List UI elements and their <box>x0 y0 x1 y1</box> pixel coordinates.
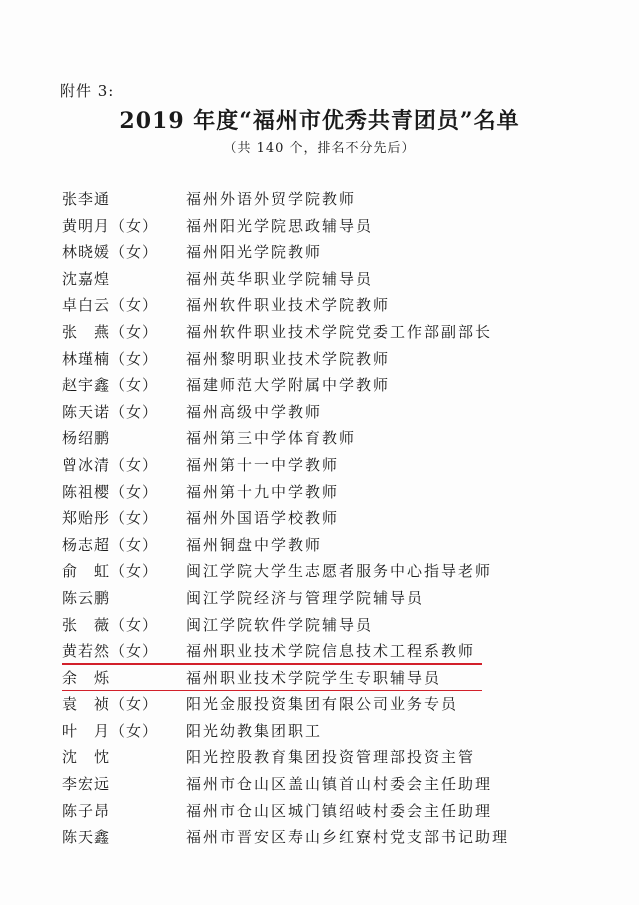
person-description: 福州市仓山区城门镇绍岐村委会主任助理 <box>186 801 493 820</box>
list-item <box>62 532 622 559</box>
person-name: 陈云鹏 <box>62 588 111 607</box>
person-description: 阳光控股教育集团投资管理部投资主管 <box>186 748 476 767</box>
person-name: 陈天诺（女） <box>62 402 159 421</box>
person-description: 福州黎明职业技术学院教师 <box>186 349 391 368</box>
list-item <box>62 399 622 426</box>
attachment-label: 附件 3: <box>60 82 115 100</box>
person-description: 闽江学院大学生志愿者服务中心指导老师 <box>186 562 493 581</box>
list-item <box>62 798 622 825</box>
list-item <box>62 319 622 346</box>
person-name: 卓白云（女） <box>62 296 159 315</box>
person-description: 福州软件职业技术学院党委工作部副部长 <box>186 322 493 341</box>
person-description: 福州第十一中学教师 <box>186 455 340 474</box>
person-name: 郑贻彤（女） <box>62 509 159 528</box>
person-name: 赵宇鑫（女） <box>62 376 159 395</box>
person-name: 叶 月（女） <box>62 721 159 740</box>
person-name: 黄明月（女） <box>62 216 159 235</box>
list-item <box>62 585 622 612</box>
honoree-list <box>62 186 622 851</box>
person-name: 沈 忱 <box>62 748 111 767</box>
list-item <box>62 186 622 213</box>
person-description: 福州第三中学体育教师 <box>186 429 357 448</box>
person-name: 李宏远 <box>62 775 111 794</box>
person-description: 福建师范大学附属中学教师 <box>186 376 391 395</box>
person-name: 杨志超（女） <box>62 535 159 554</box>
list-item <box>62 824 622 851</box>
person-name: 陈祖樱（女） <box>62 482 159 501</box>
list-item <box>62 665 622 692</box>
person-name: 林晓媛（女） <box>62 243 159 262</box>
list-item <box>62 346 622 373</box>
person-name: 林瑾楠（女） <box>62 349 159 368</box>
person-name: 沈嘉煌 <box>62 269 111 288</box>
list-item <box>62 213 622 240</box>
person-description: 福州职业技术学院学生专职辅导员 <box>186 668 442 687</box>
person-description: 福州职业技术学院信息技术工程系教师 <box>186 642 476 661</box>
person-name: 黄若然（女） <box>62 642 159 661</box>
person-description: 福州外国语学校教师 <box>186 509 340 528</box>
person-name: 余 烁 <box>62 668 111 687</box>
person-description: 福州市晋安区寿山乡红寮村党支部书记助理 <box>186 828 510 847</box>
person-description: 闽江学院软件学院辅导员 <box>186 615 374 634</box>
list-item <box>62 239 622 266</box>
document-subtitle: （共 140 个，排名不分先后） <box>223 141 416 156</box>
person-name: 张李通 <box>62 190 111 208</box>
person-description: 阳光幼教集团职工 <box>186 721 323 740</box>
list-item <box>62 452 622 479</box>
list-item <box>62 425 622 452</box>
person-name: 袁 祯（女） <box>62 695 159 714</box>
person-name: 俞 虹（女） <box>62 562 159 581</box>
list-item <box>62 612 622 639</box>
list-item <box>62 558 622 585</box>
list-item <box>62 744 622 771</box>
list-item <box>62 638 622 665</box>
list-item <box>62 718 622 745</box>
list-item <box>62 292 622 319</box>
list-item <box>62 505 622 532</box>
person-name: 杨绍鹏 <box>62 429 111 448</box>
person-name: 张 薇（女） <box>62 615 159 634</box>
person-description: 福州市仓山区盖山镇首山村委会主任助理 <box>186 775 493 794</box>
person-name: 张 燕（女） <box>62 322 159 341</box>
person-name: 陈子昂 <box>62 801 111 820</box>
person-description: 福州高级中学教师 <box>186 402 323 421</box>
person-description: 福州阳光学院思政辅导员 <box>186 216 374 235</box>
person-description: 福州软件职业技术学院教师 <box>186 296 391 315</box>
document-title: 2019 年度“福州市优秀共青团员”名单 <box>119 108 520 134</box>
person-description: 阳光金服投资集团有限公司业务专员 <box>186 695 459 714</box>
list-item <box>62 771 622 798</box>
list-item <box>62 266 622 293</box>
person-description: 闽江学院经济与管理学院辅导员 <box>186 588 425 607</box>
person-description: 福州英华职业学院辅导员 <box>186 269 374 288</box>
person-description: 福州铜盘中学教师 <box>186 535 323 554</box>
list-item <box>62 372 622 399</box>
person-description: 福州外语外贸学院教师 <box>186 190 357 208</box>
list-item <box>62 479 622 506</box>
list-item <box>62 691 622 718</box>
person-description: 福州阳光学院教师 <box>186 243 323 262</box>
person-description: 福州第十九中学教师 <box>186 482 340 501</box>
person-name: 曾冰清（女） <box>62 455 159 474</box>
person-name: 陈天鑫 <box>62 828 111 847</box>
